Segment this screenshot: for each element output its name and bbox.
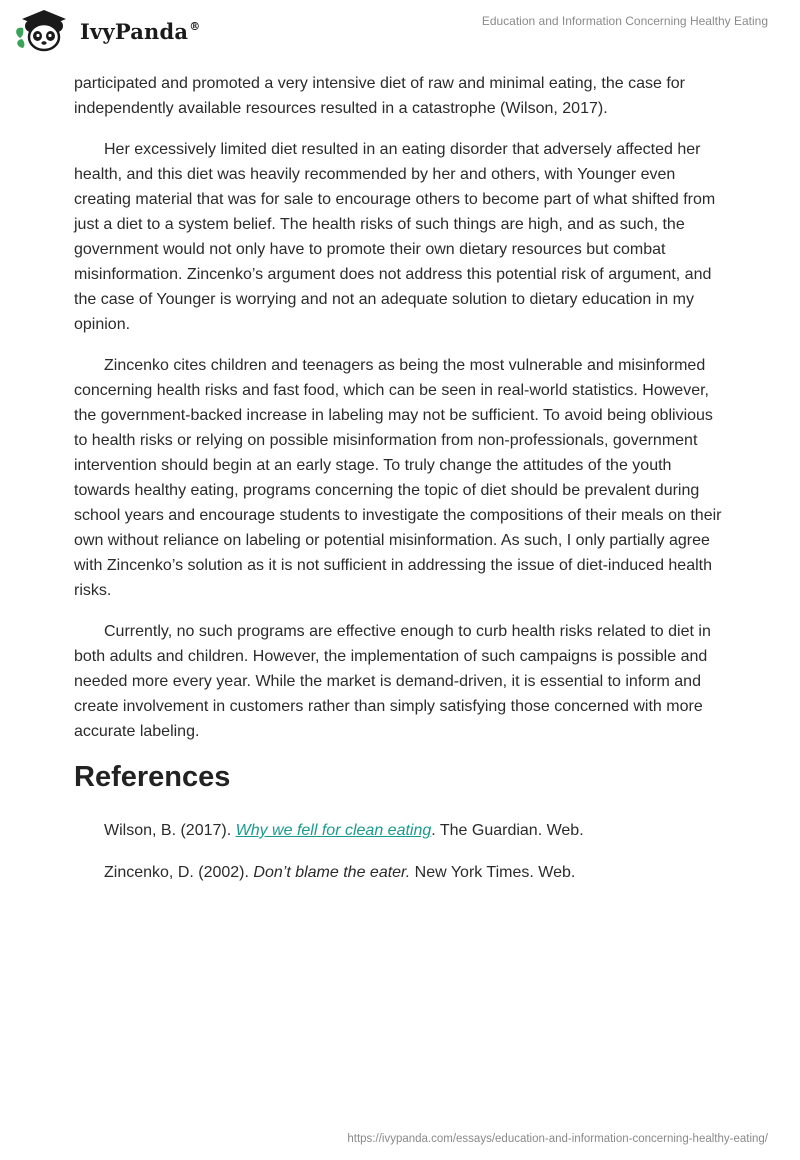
reference-item xyxy=(104,818,722,843)
reference-author: Wilson, B. (2017). xyxy=(104,822,236,839)
brand-name: IvyPanda® xyxy=(80,18,201,44)
references-heading: References xyxy=(74,761,231,793)
reference-author: Zincenko, D. (2002). xyxy=(104,864,254,881)
reference-title: Don’t blame the eater. xyxy=(253,864,411,881)
panda-graduate-icon xyxy=(14,8,74,54)
page-header xyxy=(0,0,800,64)
paragraph-4: Currently, no such programs are effective enough to curb health risks related to diet in both adults and children. However, the implementation of such campaigns is possible and needed more every year. While the market is demand-driven, it is essential to inform and create involvement in customers rather than simply satisfying those concerned with more accurate labeling. xyxy=(74,623,711,740)
reference-source: . The Guardian. Web. xyxy=(431,822,584,839)
paragraph-3: Zincenko cites children and teenagers as being the most vulnerable and misinformed concerning health risks and fast food, which can be seen in real-world statistics. However, the government-backed increase in labeling may not be sufficient. To avoid being oblivious to health risks or relying on possible misinformation from non-professionals, government intervention should begin at an early stage. To truly change the attitudes of the youth towards healthy eating, programs concerning the topic of diet should be prevalent during school years and encourage students to investigate the compositions of their meals on their own without reliance on labeling or potential misinformation. As such, I only partially agree with Zincenko’s solution as it is not sufficient in addressing the issue of diet-induced health risks. xyxy=(74,357,722,599)
footer-url[interactable]: https://ivypanda.com/essays/education-and-information-concerning-healthy-eating/ xyxy=(347,1133,768,1145)
paragraph-1: participated and promoted a very intensive diet of raw and minimal eating, the case for independently available resources resulted in a catastrophe (Wilson, 2017). xyxy=(74,75,685,117)
paragraph-2: Her excessively limited diet resulted in an eating disorder that adversely affected her health, and this diet was heavily recommended by her and others, with Younger even creating material that was for sale to encourage others to become part of what shifted from just a diet to a system belief. The health risks of such things are high, and as such, the government would not only have to promote their own dietary resources but combat misinformation. Zincenko’s argument does not address this potential risk of argument, and the case of Younger is worrying and not an adequate solution to dietary education in my opinion. xyxy=(74,141,716,333)
essay-body xyxy=(74,71,722,902)
registered-mark: ® xyxy=(189,19,201,33)
document-title: Education and Information Concerning Healthy Eating xyxy=(481,14,768,28)
reference-link[interactable]: Why we fell for clean eating xyxy=(235,822,432,839)
reference-source: New York Times. Web. xyxy=(410,864,576,881)
reference-item xyxy=(104,860,722,885)
ivypanda-logo[interactable] xyxy=(14,8,200,54)
